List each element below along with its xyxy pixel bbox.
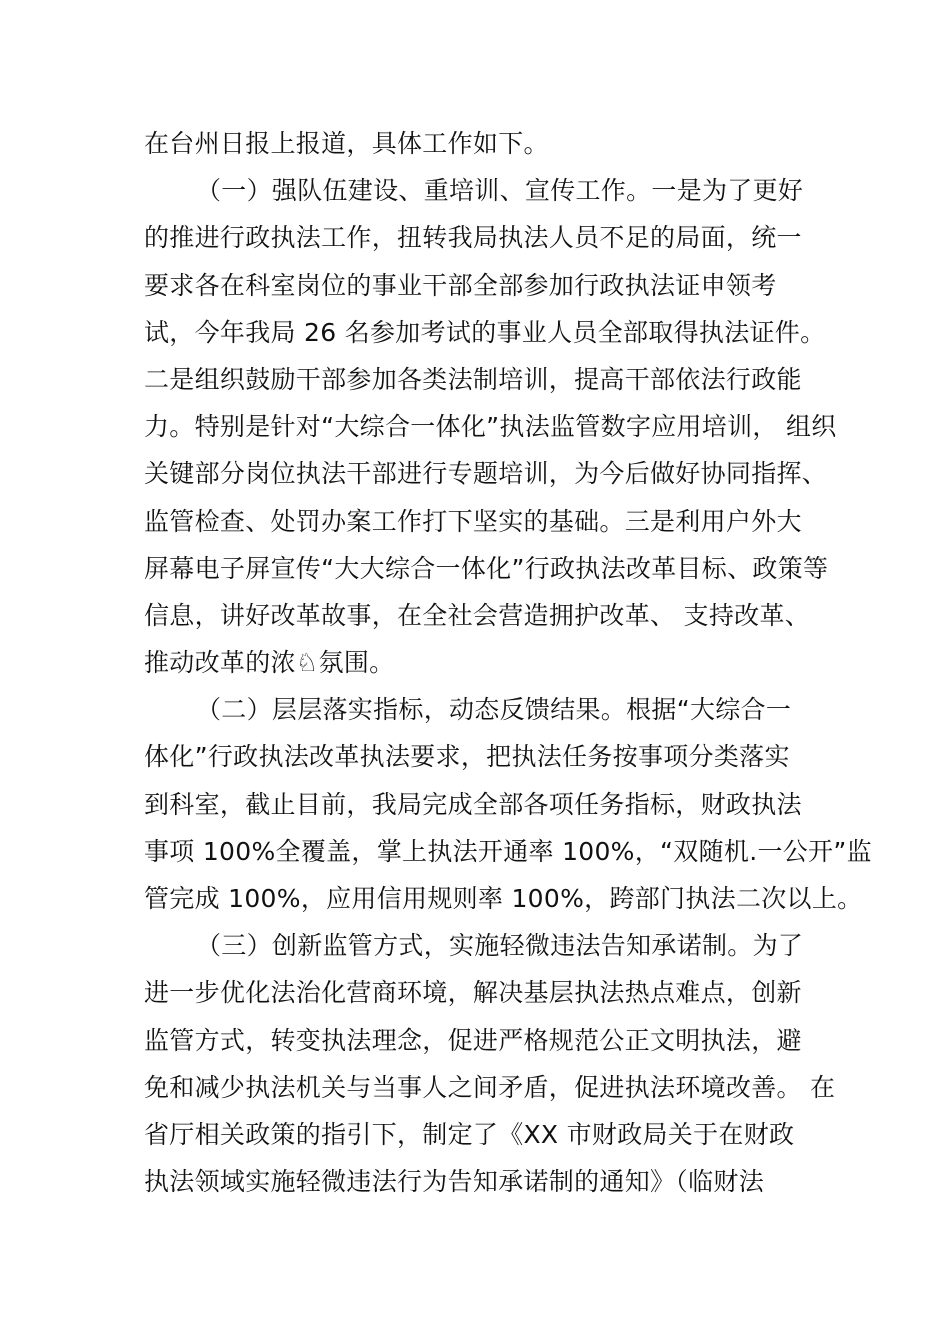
text-line: 进一步优化法治化营商环境，解决基层执法热点难点，创新 [144,978,802,1008]
text-line: 要求各在科室岗位的事业干部全部参加行政执法证申领考 [144,270,777,300]
text-line: （三）创新监管方式，实施轻微违法告知承诺制。为了 [196,931,804,961]
text-line: 执法领域实施轻微违法行为告知承诺制的通知》（临财法 [144,1167,765,1197]
text-line: （二）层层落实指标，动态反馈结果。根据“大综合一 [196,695,792,725]
text-line: 关键部分岗位执法干部进行专题培训，为今后做好协同指挥、 [144,459,828,489]
text-line: 监管检查、处罚办案工作打下坚实的基础。三是利用户外大 [144,506,802,536]
text-line: （一）强队伍建设、重培训、宣传工作。一是为了更好 [196,176,804,206]
text-line: 到科室，截止目前，我局完成全部各项任务指标，财政执法 [144,789,802,819]
text-line: 力。特别是针对“大综合一体化”执法监管数字应用培训， 组织 [144,412,837,442]
text-line: 二是组织鼓励干部参加各类法制培训，提高干部依法行政能 [144,364,802,394]
text-line: 管完成 100%，应用信用规则率 100%，跨部门执法二次以上。 [144,884,863,913]
text-line: 在台州日报上报道，具体工作如下。 [144,129,549,158]
text-line: 事项 100%全覆盖，掌上执法开通率 100%，“双随机.一公开”监 [144,836,872,866]
text-line: 信息，讲好改革故事，在全社会营造拥护改革、 支持改革、 [144,600,811,630]
body-text [144,120,872,1205]
text-line: 屏幕电子屏宣传“大大综合一体化”行政执法改革目标、政策等 [144,553,829,583]
text-line: 省厅相关政策的指引下，制定了《XX 市财政局关于在财政 [144,1119,795,1149]
text-line: 推动改革的浓♘氛围。 [144,648,395,678]
text-line: 免和减少执法机关与当事人之间矛盾，促进执法环境改善。 在 [144,1072,836,1102]
text-line: 的推进行政执法工作，扭转我局执法人员不足的局面，统一 [144,223,802,253]
text-line: 体化”行政执法改革执法要求，把执法任务按事项分类落实 [144,742,790,772]
text-line: 监管方式，转变执法理念，促进严格规范公正文明执法，避 [144,1025,802,1055]
text-line: 试，今年我局 26 名参加考试的事业人员全部取得执法证件。 [144,317,826,347]
